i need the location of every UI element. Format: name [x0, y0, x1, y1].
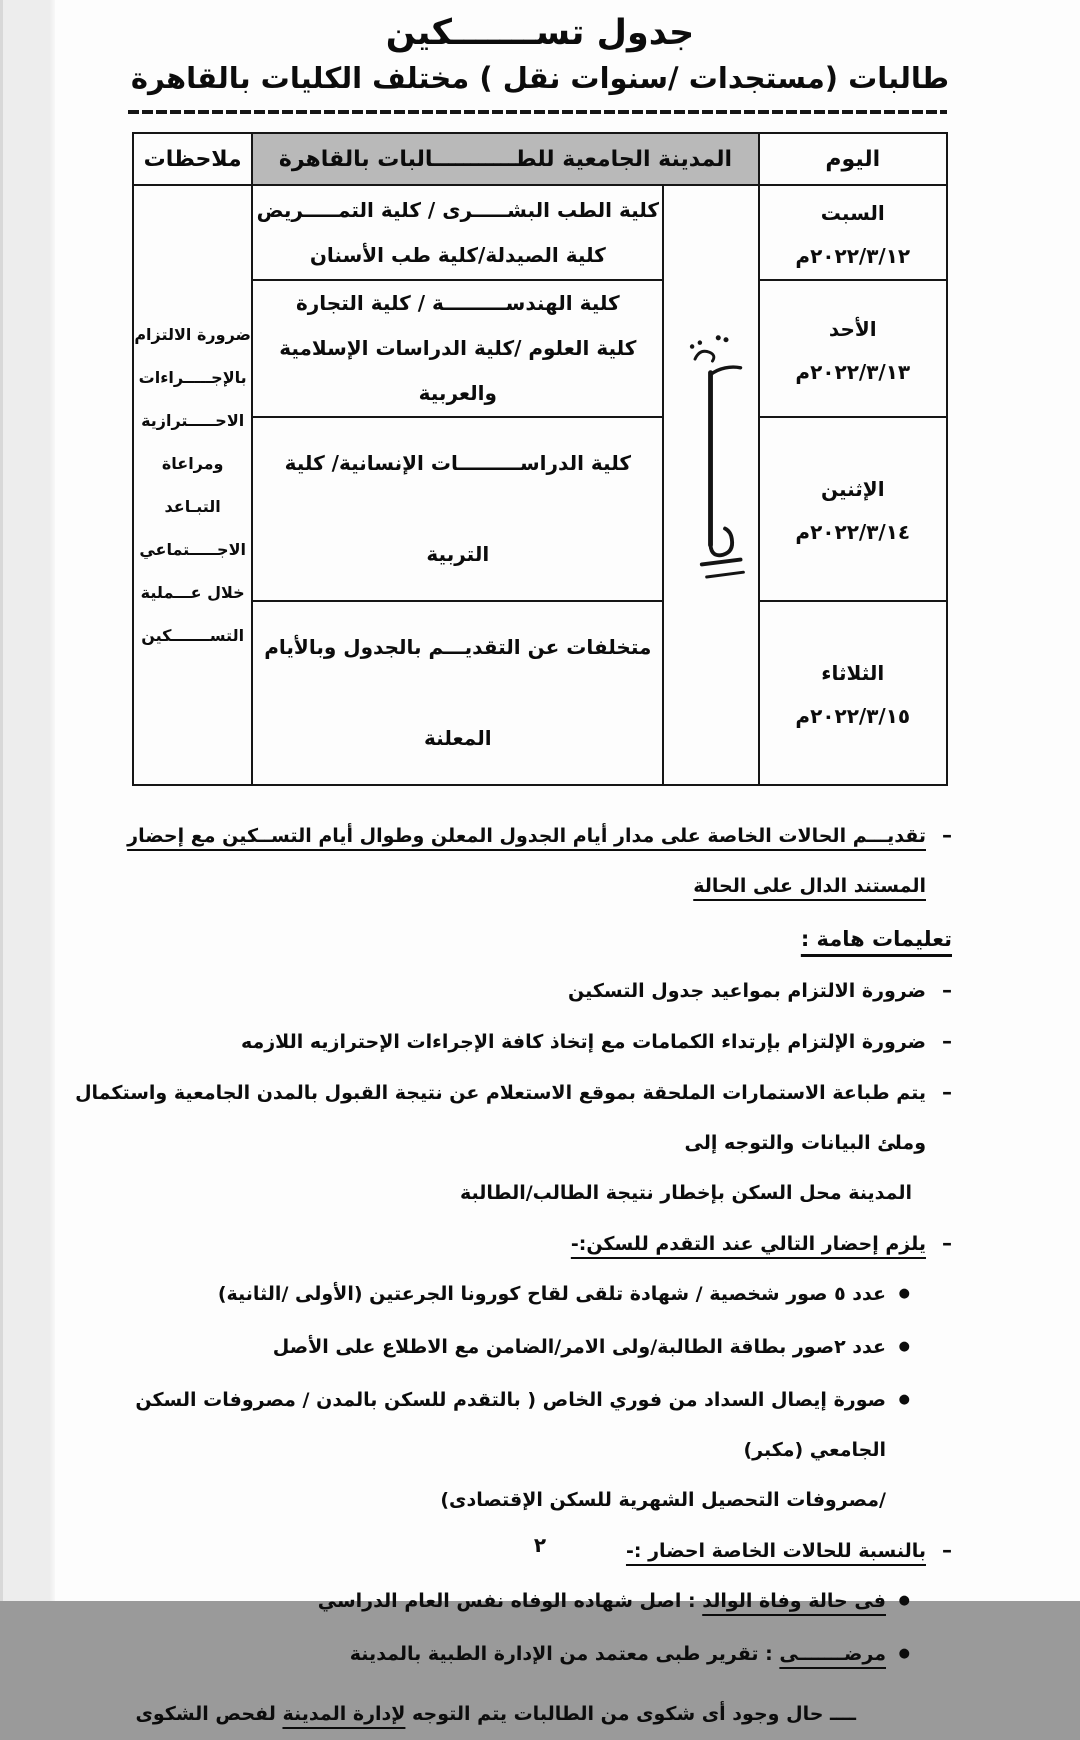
dash-bullet-icon: –	[942, 1029, 952, 1054]
table-row	[133, 280, 947, 417]
complaint-note	[60, 1688, 952, 1740]
page-number: ٢	[533, 1533, 547, 1557]
dot-bullet-icon: ●	[898, 1339, 910, 1355]
dash-bullet-icon: –	[942, 1231, 952, 1256]
college-cell	[252, 417, 663, 601]
dot-bullet-icon: ●	[898, 1286, 910, 1302]
day-name: الثلاثاء	[821, 661, 885, 686]
college-cell	[252, 601, 663, 785]
required-document-item-payment	[60, 1375, 952, 1475]
title-divider	[128, 110, 947, 114]
instruction-text: ضرورة الإلتزام بإرتداء الكمامات مع إتخاذ كافة الإجراءات الإحترازيه اللازمه	[240, 1031, 926, 1054]
college-line: كلية الهندســـــــــة / كلية التجارة	[295, 291, 620, 316]
required-document-text: عدد ٢صور بطاقة الطالبة/ولى الامر/الضامن مع الاطلاع على الأصل	[272, 1336, 886, 1359]
dash-bullet-icon: –	[942, 978, 952, 1003]
note-line: الاحـــــترازية	[141, 411, 245, 431]
father-death-label: فى حالة وفاة الوالد	[702, 1590, 886, 1613]
special-cases-heading	[60, 1525, 952, 1576]
notes-column-header: ملاحظات	[133, 133, 252, 185]
scan-edge-shadow	[0, 0, 55, 1601]
college-line: كلية الدراســـــــــات الإنسانية/ كلية التربية	[284, 451, 632, 567]
required-document-text: عدد ٥ صور شخصية / شهادة تلقى لقاح كورونا الجرعتين (الأولى /الثانية)	[217, 1283, 886, 1306]
college-cell	[252, 280, 663, 417]
sickness-label: مرضـــــــى	[779, 1643, 886, 1666]
dot-bullet-icon: ●	[898, 1392, 910, 1408]
day-date: ٢٠٢٢/٣/١٢م	[795, 243, 911, 268]
complaint-city-administration: لإدارة المدينة	[282, 1703, 406, 1726]
college-line: كلية الطب البشـــــرى / كلية التمـــــريض	[256, 197, 660, 222]
required-document-text: صورة إيصال السداد من فوري الخاص ( بالتقدم للسكن بالمدن / مصروفات السكن الجامعي (مكبر)	[135, 1389, 886, 1462]
day-cell-tuesday	[759, 601, 947, 785]
bring-documents-heading	[60, 1218, 952, 1269]
instruction-text-continuation: المدينة محل السكن بإخطار نتيجة الطالب/الطالبة	[460, 1182, 912, 1205]
sickness-item	[60, 1629, 952, 1682]
dot-bullet-icon: ●	[898, 1593, 910, 1609]
instruction-item-print-forms	[60, 1067, 952, 1168]
sickness-text	[60, 1629, 886, 1679]
day-cell-sunday	[759, 280, 947, 417]
special-cases-note	[60, 810, 952, 911]
housing-schedule-table	[132, 132, 948, 786]
dot-bullet-icon: ●	[898, 1646, 910, 1662]
day-cell-saturday	[759, 185, 947, 280]
table-row	[133, 601, 947, 785]
vertical-annotation-cell	[663, 185, 758, 785]
city-column-header: المدينة الجامعية للطـــــــــــالبات بالقاهرة	[252, 133, 758, 185]
dash-bullet-icon: –	[942, 1080, 952, 1105]
separator: :	[758, 1643, 780, 1666]
sickness-detail: تقرير طبى معتمد من الإدارة الطبية بالمدينة	[349, 1643, 759, 1666]
special-cases-heading-text: بالنسبة للحالات الخاصة احضار :-	[625, 1540, 926, 1563]
table-row	[133, 417, 947, 601]
required-document-item	[60, 1269, 952, 1322]
college-cell	[252, 185, 663, 280]
day-name: الأحد	[828, 316, 877, 341]
dash-bullet-icon: –	[942, 1538, 952, 1563]
separator: :	[681, 1590, 703, 1613]
day-name: السبت	[820, 200, 885, 225]
college-line: كلية الصيدلة/كلية طب الأسنان	[309, 242, 606, 267]
day-date: ٢٠٢٢/٣/١٥م	[795, 704, 911, 729]
instruction-text: ضرورة الالتزام بمواعيد جدول التسكين	[567, 980, 926, 1003]
document-header	[0, 0, 1080, 97]
father-death-item	[60, 1576, 952, 1629]
dash-bullet-icon: –	[942, 823, 952, 848]
complaint-suffix: لفحص الشكوى	[135, 1703, 283, 1726]
special-cases-note-text: تقديـــم الحالات الخاصة على مدار أيام الجدول المعلن وطوال أيام التســكين مع إحضار المستند الدال على الحالة	[127, 825, 926, 898]
instruction-item	[60, 1016, 952, 1067]
page-subtitle: طالبات (مستجدات /سنوات نقل ) مختلف الكليات بالقاهرة	[130, 60, 950, 95]
note-line: خلال عـــملية	[140, 583, 245, 603]
day-date: ٢٠٢٢/٣/١٤م	[795, 520, 911, 545]
instructions-section	[60, 810, 952, 1740]
table-row	[133, 185, 947, 280]
complaint-prefix: ــــ حال وجود أى شكوى من الطالبات يتم التوجه	[405, 1703, 856, 1726]
father-death-text	[60, 1576, 886, 1626]
bring-documents-heading-text: يلزم إحضار التالي عند التقدم للسكن:-	[570, 1233, 926, 1256]
note-line: ومراعاة التبـاعد	[161, 454, 224, 517]
instruction-text: يتم طباعة الاستمارات الملحقة بموقع الاستعلام عن نتيجة القبول بالمدن الجامعية واستكمال وملئ البيانات والتوجه إلى	[75, 1082, 926, 1155]
required-document-text-continuation: /مصروفات التحصيل الشهرية للسكن الإقتصادى)	[440, 1489, 886, 1512]
college-line: كلية العلوم /كلية الدراسات الإسلامية والعربية	[279, 336, 637, 406]
instruction-item	[60, 965, 952, 1016]
day-name: الإثنين	[820, 477, 885, 502]
required-document-item	[60, 1322, 952, 1375]
note-line: التســـــــكين	[141, 626, 245, 646]
notes-cell	[133, 185, 252, 785]
note-line: بالإجـــــراءات	[138, 368, 247, 388]
table-header-row	[133, 133, 947, 185]
note-line: ضرورة الالتزام	[134, 325, 251, 345]
note-line: الاجـــــتماعي	[139, 540, 246, 560]
handwritten-vertical-annotation-icon	[665, 296, 757, 674]
father-death-detail: اصل شهاده الوفاه نفس العام الدراسي	[317, 1590, 682, 1613]
college-line: متخلفات عن التقديـــم بالجدول وبالأيام المعلنة	[264, 635, 652, 751]
important-instructions-heading: تعليمات هامة :	[800, 927, 952, 952]
day-date: ٢٠٢٢/٣/١٣م	[795, 359, 911, 384]
day-column-header: اليوم	[759, 133, 947, 185]
day-cell-monday	[759, 417, 947, 601]
page-title: جدول تســـــــكين	[385, 13, 695, 53]
